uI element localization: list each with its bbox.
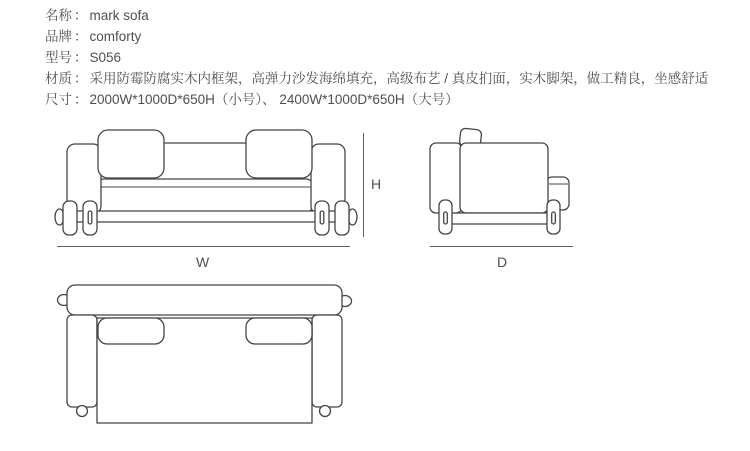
spec-value-name: mark sofa	[89, 8, 149, 23]
spec-label-material: 材质	[45, 71, 72, 86]
height-dimension	[364, 133, 382, 237]
spec-label-brand: 品牌	[45, 29, 72, 44]
spec-value-model: S056	[89, 50, 122, 65]
sofa-armrest-right-top	[312, 315, 342, 417]
spec-label-model: 型号	[45, 50, 72, 65]
spec-label-size: 尺寸	[45, 92, 72, 107]
height-dimension-label: H	[371, 176, 382, 192]
width-dimension	[57, 247, 350, 271]
sofa-seat	[97, 179, 313, 212]
depth-dimension	[430, 247, 573, 271]
spec-separator: ：	[74, 71, 88, 86]
spec-value-size: 2000W*1000D*650H（小号）、 2400W*1000D*650H（大号）	[89, 92, 459, 107]
sofa-back-cushion-right	[246, 130, 312, 178]
sofa-armrest-left-top	[67, 315, 97, 417]
sofa-back-cushion-left	[98, 130, 164, 178]
spec-separator: ：	[74, 92, 88, 107]
sofa-back-cushion-right-top	[246, 318, 312, 344]
top-view-drawing	[58, 285, 352, 423]
side-view-drawing	[430, 128, 573, 270]
depth-dimension-label: D	[497, 254, 508, 270]
spec-label-name: 名称	[45, 8, 72, 23]
spec-value-material: 采用防霉防腐实木内框架，高弹力沙发海绵填充，高级布艺 / 真皮扪面，实木脚架，做工精良，坐感舒适	[89, 71, 709, 86]
spec-separator: ：	[74, 8, 88, 23]
spec-value-brand: comforty	[89, 29, 142, 44]
sofa-back-rail-top	[58, 285, 352, 315]
spec-separator: ：	[74, 50, 88, 65]
front-view-drawing	[55, 130, 381, 270]
width-dimension-label: W	[196, 254, 210, 270]
spec-separator: ：	[74, 29, 88, 44]
sofa-back-cushion-left-top	[98, 318, 164, 344]
